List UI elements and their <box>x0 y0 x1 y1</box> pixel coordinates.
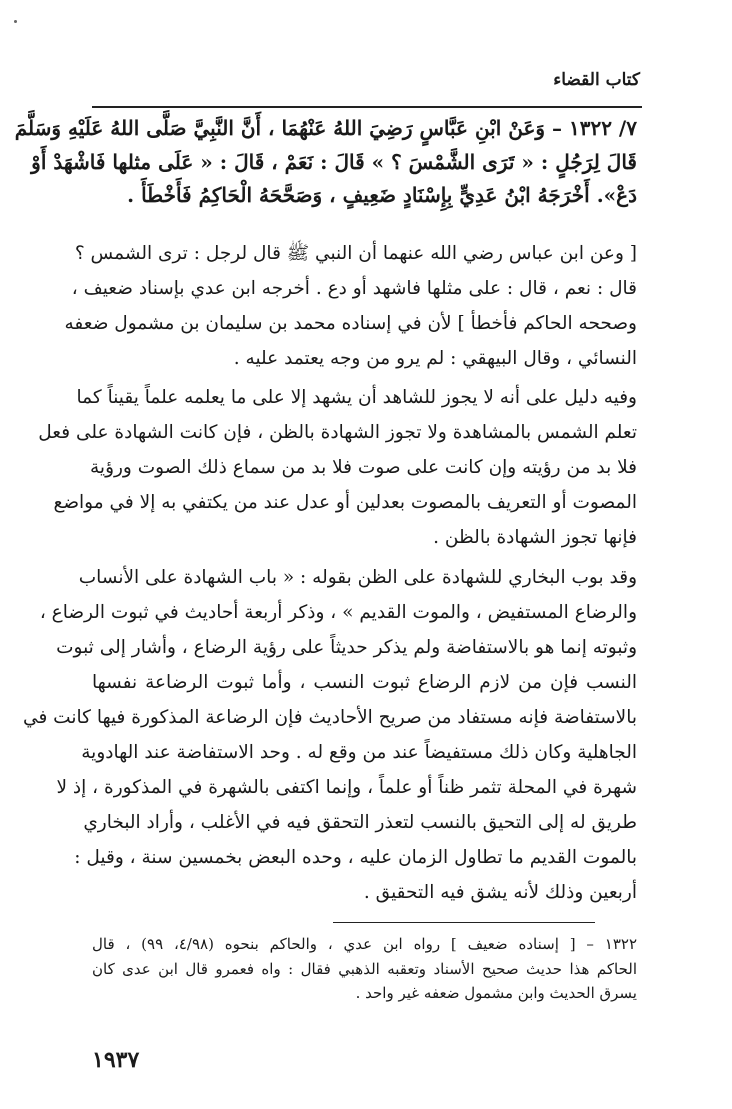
commentary-line: المصوت أو التعريف بالمصوت بعدلين أو عدل عند من يكتفي به إلا في مواضع <box>53 492 637 513</box>
footnote-line: ١٣٢٢ – [ إسناده ضعيف ] رواه ابن عدي ، والحاكم بنحوه (٤/٩٨، ٩٩) ، قال <box>92 935 638 953</box>
footnote-rule <box>333 922 595 923</box>
header-rule <box>92 106 642 108</box>
commentary-line: [ وعن ابن عباس رضي الله عنهما أن النبي ﷺ قال لرجل : ترى الشمس ؟ <box>74 243 637 264</box>
scan-speck <box>14 20 17 23</box>
commentary-line: تعلم الشمس بالمشاهدة ولا تجوز الشهادة بالظن ، فإن كانت الشهادة على فعل <box>38 422 637 443</box>
footnote <box>92 932 637 1006</box>
page-number: ١٩٣٧ <box>92 1047 140 1073</box>
commentary-paragraph-2 <box>38 380 637 555</box>
page-header-title: كتاب القضاء <box>553 70 640 90</box>
commentary-line: الجاهلية وكان ذلك مستفيضاً عند من وقع له . وحد الاستفاضة عند الهادوية <box>81 742 637 763</box>
commentary-line: النسائي ، وقال البيهقي : لم يرو من وجه يعتمد عليه . <box>233 348 637 369</box>
commentary-line: قال : نعم ، قال : على مثلها فاشهد أو دع . أخرجه ابن عدي بإسناد ضعيف ، <box>71 278 637 299</box>
commentary-line: والرضاع المستفيض ، والموت القديم » ، وذكر أربعة أحاديث في ثبوت الرضاع ، <box>39 602 637 623</box>
footnote-line: يسرق الحديث وابن مشمول ضعفه غير واحد . <box>355 984 637 1002</box>
commentary-line: فلا بد من رؤيته وإن كانت على صوت فلا بد من سماع ذلك الصوت ورؤية <box>90 457 637 478</box>
commentary-line: فإنها تجوز الشهادة بالظن . <box>433 527 637 548</box>
commentary-line: النسب فإن من لازم الرضاع ثبوت النسب ، وأما ثبوت الرضاعة نفسها <box>92 672 637 693</box>
hadith-line: دَعْ». أَخْرَجَهُ ابْنُ عَدِيٍّ بِإِسْنَادٍ ضَعِيفٍ ، وَصَحَّحَهُ الْحَاكِمُ فَأَخْطَأَ . <box>127 183 637 207</box>
commentary-line: شهرة في المحلة تثمر ظناً أو علماً ، وإنما اكتفى بالشهرة في المذكورة ، إذ لا <box>56 777 637 798</box>
commentary-line: بالاستفاضة فإنه مستفاد من صريح الأحاديث فإن الرضاعة المذكورة فيها كانت في <box>23 707 637 728</box>
commentary-line: وفيه دليل على أنه لا يجوز للشاهد أن يشهد إلا على ما يعلمه علماً يقيناً كما <box>76 387 637 408</box>
commentary-paragraph-1 <box>64 236 637 376</box>
commentary-line: وقد بوب البخاري للشهادة على الظن بقوله : « باب الشهادة على الأنساب <box>78 567 637 588</box>
commentary-line: وثبوته إنما هو بالاستفاضة ولم يذكر حديثاً على رؤية الرضاع ، وأشار إلى ثبوت <box>56 637 637 658</box>
commentary-paragraph-3 <box>23 560 637 910</box>
commentary-line: وصححه الحاكم فأخطأ ] لأن في إسناده محمد بن سليمان بن مشمول ضعفه <box>64 313 637 334</box>
hadith-text <box>14 112 637 213</box>
commentary-line: طريق له إلى التحيق بالنسب لتعذر التحقق فيه في الأغلب ، وأراد البخاري <box>83 812 637 833</box>
hadith-line: ٧/ ١٣٢٢ – وَعَنْ ابْنِ عَبَّاسٍ رَضِيَ اللهُ عَنْهُمَا ، أَنَّ النَّبِيَّ صَلَّى اللهُ عَلَيْهِ وَسَلَّمَ <box>14 116 637 140</box>
commentary-line: أربعين وذلك لأنه يشق فيه التحقيق . <box>363 882 637 903</box>
hadith-line: قَالَ لِرَجُلٍ : « تَرَى الشَّمْسَ ؟ » قَالَ : نَعَمْ ، قَالَ : « عَلَى مثلها فَاشْهَدْ أَوْ <box>31 149 637 174</box>
commentary-line: بالموت القديم ما تطاول الزمان عليه ، وحده البعض بخمسين سنة ، وقيل : <box>74 847 637 868</box>
footnote-line: الحاكم هذا حديث صحيح الأسناد وتعقبه الذهبي فقال : واه فعمرو قال ابن عدى كان <box>92 959 637 978</box>
